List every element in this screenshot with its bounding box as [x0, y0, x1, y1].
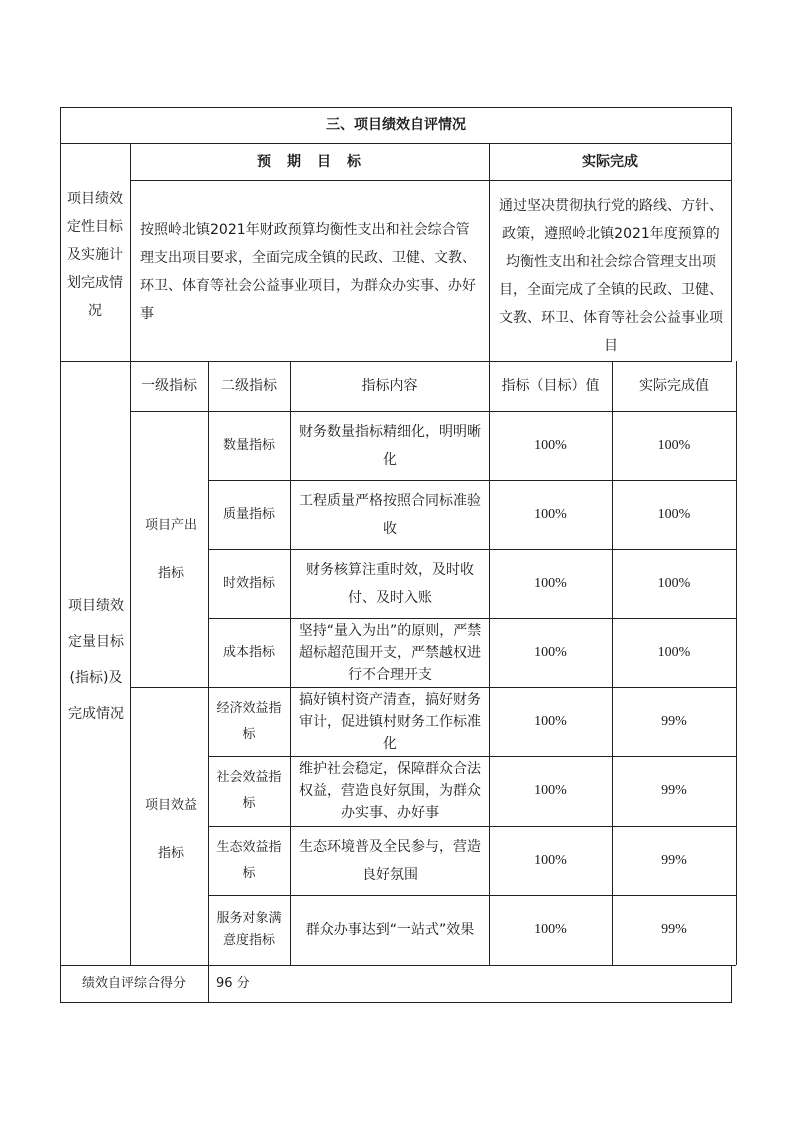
content-cell: 生态环境普及全民参与，营造良好氛围: [299, 838, 481, 883]
actual-value-cell: 100%: [657, 575, 691, 591]
target-value-cell: 100%: [534, 437, 567, 453]
actual-value-cell: 99%: [661, 783, 687, 798]
score-value: 96 分: [216, 976, 250, 991]
content-cell: 群众办事达到“一站式”效果: [305, 922, 475, 938]
section-title: 三、项目绩效自评情况: [326, 117, 466, 133]
target-value-cell: 100%: [534, 644, 567, 660]
score-label: 绩效自评综合得分: [81, 975, 186, 991]
actual-completion-text: 通过坚决贯彻执行党的路线、方针、政策，遵照岭北镇2021年度预算的均衡性支出和社会综合管理支出项目，全面完成了全镇的民政、卫健、文教、环卫、体育等社会公益事业项目: [499, 198, 723, 354]
level2-cell: 成本指标: [222, 644, 275, 660]
header-level2: 二级指标: [221, 378, 277, 394]
level2-cell: 数量指标: [222, 437, 275, 453]
level2-cell: 质量指标: [222, 506, 275, 522]
quantitative-row-label: 项目绩效定量目标(指标)及完成情况: [68, 598, 124, 722]
qualitative-row-label: 项目绩效定性目标及实施计划完成情况: [67, 191, 123, 319]
actual-value-cell: 100%: [657, 506, 691, 522]
target-value-cell: 100%: [534, 852, 567, 868]
level2-cell: 服务对象满意度指标: [216, 911, 282, 948]
target-value-cell: 100%: [534, 713, 567, 729]
content-cell: 搞好镇村资产清查，搞好财务审计，促进镇村财务工作标准化: [299, 691, 481, 752]
level2-cell: 社会效益指标: [216, 770, 282, 811]
target-value-cell: 100%: [534, 506, 567, 522]
header-actual-value: 实际完成值: [639, 378, 709, 394]
actual-completion-header: 实际完成: [582, 153, 638, 170]
level2-cell: 经济效益指标: [216, 700, 282, 742]
actual-value-cell: 99%: [661, 713, 687, 729]
content-cell: 财务核算注重时效，及时收付、及时入账: [306, 561, 474, 606]
header-level1: 一级指标: [141, 378, 197, 394]
actual-value-cell: 99%: [661, 922, 687, 937]
group-label-benefit: 项目效益指标: [144, 798, 197, 861]
target-value-cell: 100%: [534, 922, 567, 937]
content-cell: 维护社会稳定，保障群众合法权益，营造良好氛围，为群众办实事、办好事: [299, 761, 481, 821]
expected-goal-header: 预 期 目 标: [257, 153, 362, 170]
target-value-cell: 100%: [534, 575, 567, 591]
header-content: 指标内容: [361, 378, 418, 394]
header-target-value: 指标（目标）值: [501, 378, 600, 394]
expected-goal-text: 按照岭北镇2021年财政预算均衡性支出和社会综合管理支出项目要求，全面完成全镇的民政、卫健、文教、环卫、体育等社会公益事业项目，为群众办实事、办好事: [140, 222, 476, 322]
content-cell: 坚持“量入为出”的原则，严禁超标超范围开支，严禁越权进行不合理开支: [298, 622, 482, 683]
level2-cell: 时效指标: [222, 575, 275, 591]
level2-cell: 生态效益指标: [216, 839, 282, 881]
content-cell: 工程质量严格按照合同标准验收: [299, 492, 481, 537]
actual-value-cell: 100%: [657, 644, 691, 660]
actual-value-cell: 100%: [657, 437, 691, 453]
group-label-output: 项目产出指标: [144, 518, 197, 581]
content-cell: 财务数量指标精细化，明明晰化: [299, 423, 481, 468]
actual-value-cell: 99%: [661, 852, 687, 868]
target-value-cell: 100%: [534, 783, 567, 798]
